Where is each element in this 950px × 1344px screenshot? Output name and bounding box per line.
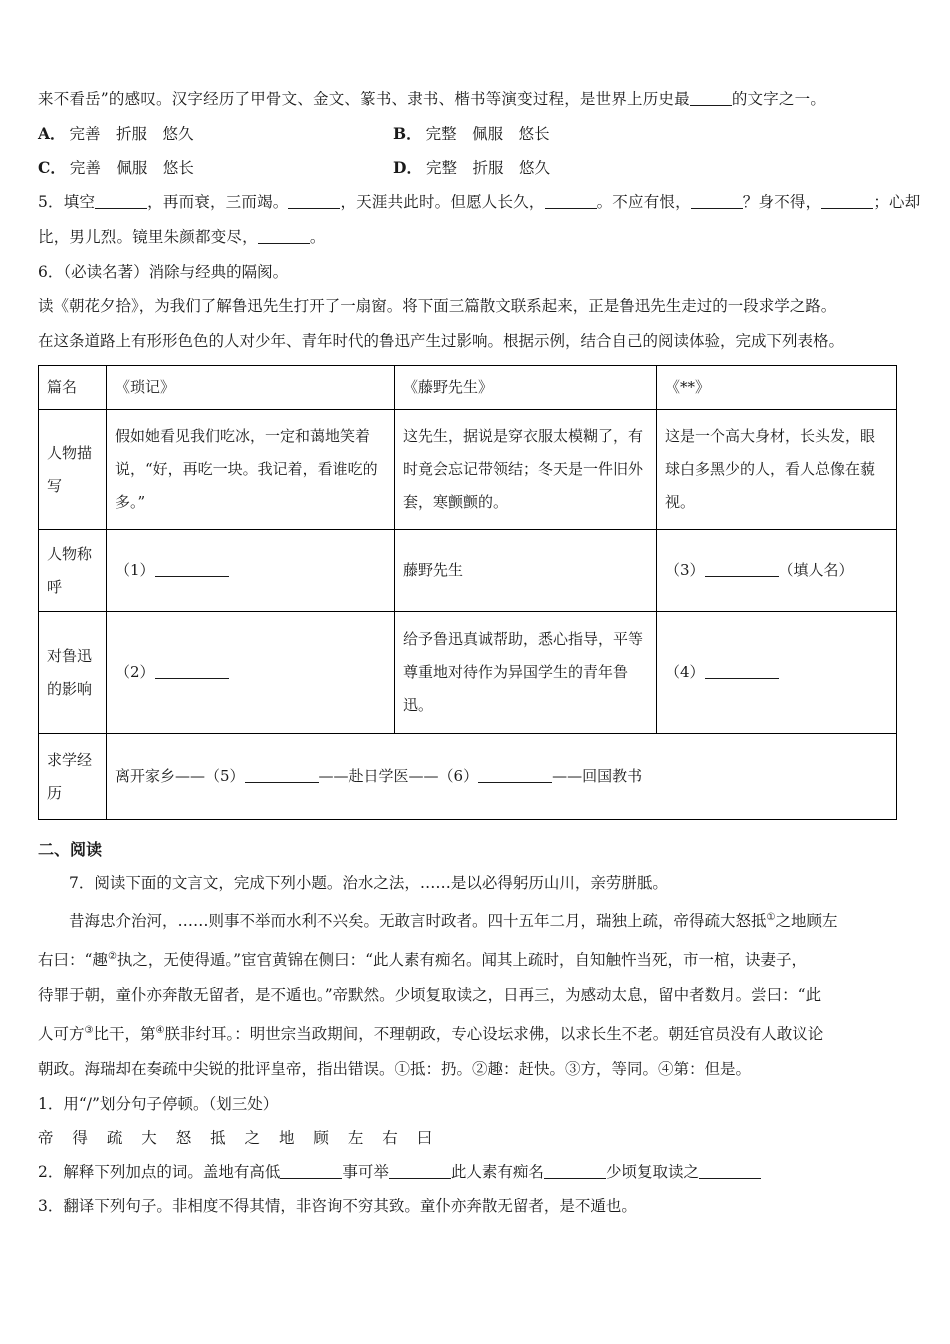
- answer-label-2: （2）: [115, 663, 155, 681]
- sub-q2-blank-2[interactable]: [389, 1163, 451, 1179]
- path-part-c: ——回国教书: [552, 767, 643, 785]
- q6-intro-2: 在这条道路上有形形色色的人对少年、青年时代的鲁迅产生过影响。根据示例，结合自己的阅读体验，完成下列表格。: [38, 332, 845, 350]
- passage-line-4-text: 人可方③比干，第④朕非纣耳。：明世宗当政期间，不理朝政，专心设坛求佛，以求长生不老。朝廷官员没有人敢议论: [38, 1025, 824, 1044]
- q5-line-2: [38, 220, 914, 255]
- cell-appellation-suoji[interactable]: [107, 530, 395, 612]
- cell-influence-unknown[interactable]: [657, 612, 897, 734]
- table-row-study-path: [39, 734, 897, 820]
- row-header-piece-name: 篇名: [39, 366, 107, 410]
- answer-blank-2[interactable]: [155, 663, 229, 679]
- passage-line-5: 朝政。海瑞却在奏疏中尖锐的批评皇帝，指出错误。①抵：扔。②趣：赶快。③方，等同。④第：但是。: [38, 1060, 752, 1079]
- row-header-influence: 对鲁迅的影响: [39, 612, 107, 734]
- table-row-influence: [39, 612, 897, 734]
- cell-appellation-unknown[interactable]: [657, 530, 897, 612]
- sub-q2-blank-1[interactable]: [280, 1163, 342, 1179]
- path-part-b: ——赴日学医——（6）: [318, 767, 479, 785]
- passage-line-1: [38, 900, 914, 939]
- sub-q2-blank-4[interactable]: [699, 1163, 761, 1179]
- answer-blank-1[interactable]: [155, 561, 229, 577]
- cell-desc-suoji: 假如她看见我们吃冰，一定和蔼地笑着说，“好，再吃一块。我记着，看谁吃的多。”: [107, 410, 395, 530]
- q5-blank-4: [691, 193, 743, 209]
- cell-appellation-tengye: 藤野先生: [395, 530, 657, 612]
- table-row-appellation: [39, 530, 897, 612]
- answer-label-3: （3）: [665, 561, 705, 579]
- sub-question-2: [38, 1155, 914, 1189]
- q4-option-c-text: 完善 佩服 悠长: [69, 159, 194, 177]
- q4-options-row-2: [38, 151, 914, 185]
- q5-seg3: ，天涯共此时。但愿人长久，: [340, 193, 545, 211]
- answer-blank-4[interactable]: [705, 663, 779, 679]
- row-header-character-description: 人物描写: [39, 410, 107, 530]
- q5-blank-2: [288, 193, 340, 209]
- sub-question-3: [38, 1189, 914, 1223]
- cell-desc-unknown: 这是一个高大身材，长头发，眼球白多黑少的人，看人总像在藐视。: [657, 410, 897, 530]
- q4-option-a-letter: A．: [38, 124, 66, 143]
- answer-hint-3: （填人名）: [778, 561, 854, 579]
- row-header-study-path: 求学经历: [39, 734, 107, 820]
- q5-seg5: ？身不得，: [742, 193, 822, 211]
- q5-blank-3: [545, 193, 597, 209]
- table-row-title: [39, 366, 897, 410]
- sub-q2-item-4: 少顷复取读之: [605, 1163, 699, 1182]
- q4-option-c-letter: C．: [38, 158, 66, 177]
- path-part-a: 离开家乡——（5）: [115, 767, 245, 785]
- reading-table: [38, 365, 897, 820]
- passage-line-2-text: 右曰：“趣②执之，无使得遁。”宦官黄锦在侧曰：“此人素有痴名。闻其上疏时，自知触忤当死，市一棺，诀妻子，: [38, 951, 808, 970]
- passage-line-1-text: 昔海忠介治河，……则事不举而水利不兴矣。无敢言时政者。四十五年二月，瑞独上疏，帝得疏大怒抵①之地顾左: [69, 912, 838, 931]
- q6-intro-1: 读《朝花夕拾》，为我们了解鲁迅先生打开了一扇窗。将下面三篇散文联系起来，正是鲁迅先生走过的一段求学之路。: [38, 297, 837, 315]
- sub-question-3-number: 3．: [38, 1197, 64, 1216]
- q4-option-a-text: 完善 折服 悠久: [69, 125, 194, 143]
- q5-seg4: 。不应有恨，: [596, 193, 691, 211]
- cell-title-unknown: 《**》: [657, 366, 897, 410]
- q4-option-d[interactable]: [393, 151, 753, 185]
- q4-option-b[interactable]: [393, 117, 753, 151]
- answer-blank-6[interactable]: [478, 767, 552, 783]
- q6-title-line: [38, 255, 914, 289]
- q4-option-b-text: 完整 佩服 悠长: [425, 125, 550, 143]
- q4-stem-line: [38, 82, 914, 117]
- sub-question-3-text: 翻译下列句子。非相度不得其情，非咨询不穷其致。童仆亦奔散无留者，是不遁也。: [63, 1197, 637, 1216]
- answer-label-1: （1）: [115, 561, 155, 579]
- sub-q2-item-3: 此人素有痴名: [450, 1163, 544, 1182]
- answer-label-4: （4）: [665, 663, 705, 681]
- cell-title-tengye: 《藤野先生》: [395, 366, 657, 410]
- passage-line-3: 待罪于朝，童仆亦奔散无留者，是不遁也。”帝默然。少顷复取读之，日再三，为感动太息，留中者数月。尝曰：“此: [38, 986, 822, 1005]
- sub-question-1: [38, 1087, 914, 1121]
- footnote-marker-4: ④: [155, 1025, 165, 1037]
- cell-influence-tengye: 给予鲁迅真诚帮助，悉心指导，平等尊重地对待作为异国学生的青年鲁迅。: [395, 612, 657, 734]
- row-header-appellation: 人物称呼: [39, 530, 107, 612]
- cell-study-path[interactable]: [107, 734, 897, 820]
- page-content: [38, 82, 921, 1223]
- table-row-description: [39, 410, 897, 530]
- q5-seg2: ，再而衰，三而竭。: [147, 193, 289, 211]
- q5-line2-text: 比，男儿烈。镜里朱颜都变尽，: [38, 228, 258, 246]
- q5-line2-end: 。: [309, 228, 326, 246]
- sub-question-2-text: 解释下列加点的词。: [63, 1163, 203, 1182]
- sub-q2-blank-3[interactable]: [544, 1163, 606, 1179]
- footnote-marker-1: ①: [766, 912, 776, 923]
- cell-influence-suoji[interactable]: [107, 612, 395, 734]
- q4-option-d-letter: D．: [393, 158, 422, 177]
- q7-intro: 7．阅读下面的文言文，完成下列小题。治水之法，……是以必得躬历山川，亲劳胼胝。: [69, 874, 668, 892]
- q5-blank-5: [821, 193, 873, 209]
- sub-question-1-number: 1．: [38, 1095, 64, 1114]
- sub-question-1-answer-line[interactable]: 帝 得 疏 大 怒 抵 之 地 顾 左 右 曰: [38, 1129, 440, 1148]
- sub-question-2-number: 2．: [38, 1163, 64, 1182]
- q5-seg6: ；心却: [873, 193, 921, 211]
- q4-option-b-letter: B．: [393, 124, 422, 143]
- q4-options-row-1: [38, 117, 914, 151]
- q6-title: （必读名著）消除与经典的隔阂。: [63, 263, 289, 281]
- q5-line-1: [38, 185, 921, 220]
- sub-q2-item-1: 盖地有高低: [202, 1163, 281, 1182]
- q5-blank-6: [258, 228, 310, 244]
- passage-line-2: [38, 939, 914, 978]
- q5-seg1: 填空: [63, 193, 96, 211]
- answer-blank-3[interactable]: [705, 561, 779, 577]
- q4-stem-text: 来不看岳”的感叹。汉字经历了甲骨文、金文、篆书、隶书、楷书等演变过程，是世界上历史最: [38, 90, 690, 108]
- q6-number: 6．: [38, 263, 64, 281]
- q4-option-a[interactable]: [38, 117, 393, 151]
- cell-title-suoji: 《琐记》: [107, 366, 395, 410]
- cell-desc-tengye: 这先生，据说是穿衣服太模糊了，有时竟会忘记带领结；冬天是一件旧外套，寒颤颤的。: [395, 410, 657, 530]
- passage-line-4: [38, 1013, 914, 1052]
- q4-stem-end: 的文字之一。: [731, 90, 827, 108]
- q4-option-d-text: 完整 折服 悠久: [425, 159, 550, 177]
- answer-blank-5[interactable]: [245, 767, 319, 783]
- sub-question-1-text: 用“/”划分句子停顿。（划三处）: [63, 1095, 279, 1114]
- q5-number: 5．: [38, 193, 64, 211]
- footnote-marker-3: ③: [84, 1025, 94, 1037]
- sub-q2-item-2: 事可举: [342, 1163, 389, 1182]
- footnote-marker-2: ②: [107, 951, 117, 963]
- q5-blank-1: [95, 193, 147, 209]
- section-2-title: 二、阅读: [38, 840, 103, 859]
- q4-blank: [690, 90, 732, 106]
- q4-option-c[interactable]: [38, 151, 393, 185]
